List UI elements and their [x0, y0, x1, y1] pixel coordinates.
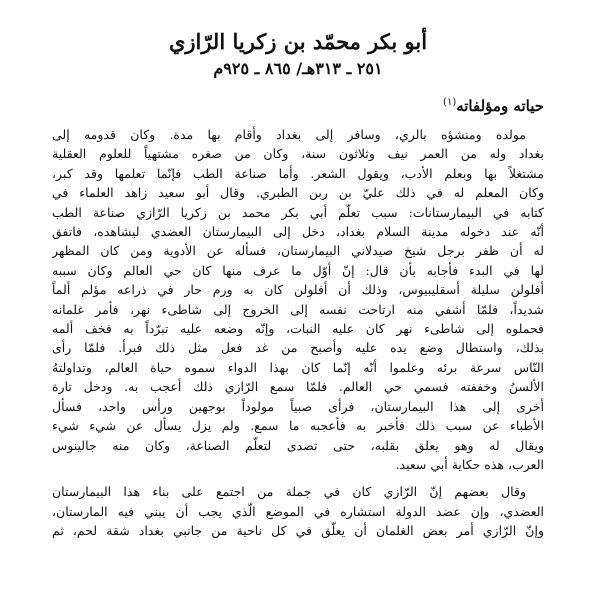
text-line: وإنّ الرّازي أمر بعض الغلمان أن يعلّق في كل ناحية من جانبي بغداد شقة لحم، ثم	[52, 523, 544, 539]
text-line: لها في البدء فأجابه بأن قال: إنّ أوّل ما عرف منها كان حي العالم وكان سببه	[52, 262, 544, 278]
footnote-marker: (١)	[443, 97, 457, 108]
text-line: الأطباء عن سبب ذلك فأخبر به فأعجبه ما سمع. ولم يزل يسأل عن شيء شيء	[52, 418, 544, 434]
text-line: شديداً، فلمّا أشفي منه ارتاحت نفسه إلى الخروج إلى شاطىء نهر، فأمر غلمانه	[52, 301, 544, 317]
text-line: أخرى إلى هذا البيمارستان، فرأى صبياً مولوداً بوجهين ورأس واحد، فسأل	[52, 398, 544, 414]
text-line: له أن ظفر برجل شيخ صيدلاني البيمارستان، فسأله عن الأدوية ومن كان المظهر	[52, 243, 544, 259]
text-line: وكان المعلم له في ذلك عليّ بن ربن الطبري. وقال أبو سعيد زاهد العلماء في	[52, 185, 544, 201]
text-line: الألسنُ وخففته فسمي حي العالم. فلمّا سمع الرّازي ذلك أعجب به. ودخل تارة	[52, 379, 544, 395]
text-line: العرب، هذه حكاية أبي سعيد.	[395, 456, 544, 472]
section-heading-text: حياته ومؤلفاته	[456, 97, 544, 115]
text-line: أنّه عند دخوله مدينة السلام بغداد، دخل إلى البيمارستان العضدي ليشاهده، فاتفق	[52, 224, 544, 240]
text-line: فحملوه إلى شاطىء نهر كان عليه النبات، وإنّه وضعه عليه تبرّداً به فخف ألمه	[52, 321, 544, 337]
text-line: النّاس سرعة برئه وعلموا أنّه إنّما كان بهذا الدواء سموه حياة العالم، وتداولتهُ	[52, 359, 544, 375]
text-line: بغداد وله من العمر نيف وثلاثون سنة، وكان من صغره مشتهياً للعلوم العقلية	[52, 146, 544, 162]
text-line: العضدي، وإن عضد الدولة استشاره في الموضع الّذي يجب أن يبني فيه المارستان،	[52, 503, 544, 519]
text-line: كتابه في البيمارستانات: سبب تعلّم أبي بكر محمد بن زكريا الرّازي صناعة الطب	[52, 204, 544, 220]
text-line: أفلولن سليلة أسقليبيوس، وذلك أن أفلولن كان به ورم حار في ذراعه مؤلم ألماً	[52, 282, 544, 298]
text-line: بذلك، واستطال وضع يده عليه وأصبح من غد فعل مثل ذلك فبرأ. فلمّا رأى	[52, 340, 544, 356]
section-heading	[52, 92, 544, 117]
text-line: مولده ومنشؤه بالري، وسافر إلى بغداد وأقام بها مدة. وكان قدومه إلى	[52, 127, 526, 142]
text-line: ويقال له وهو يعلق بقلبه، حتى تصدى لتعلّم الصناعة، وكان منه جالينوس	[52, 437, 544, 453]
text-line: مشتغلاً بها وبعلم الأدب، ويقول الشعر. وأما صناعة الطب فإنّما تعلمها وقد كبر،	[52, 165, 544, 181]
lifespan-dates: ٢٥١ ـ ٣١٣هـ/ ٨٦٥ ـ ٩٢٥م	[213, 59, 383, 78]
text-line: وقال بعضهم إنّ الرّازي كان في جملة من اجتمع على بناء هذا البيمارستان	[52, 484, 526, 500]
paragraph-1	[52, 125, 544, 474]
biography-title: أبو بكر محمّد بن زكريا الرّازي	[168, 29, 428, 54]
paragraph-2	[52, 482, 544, 540]
